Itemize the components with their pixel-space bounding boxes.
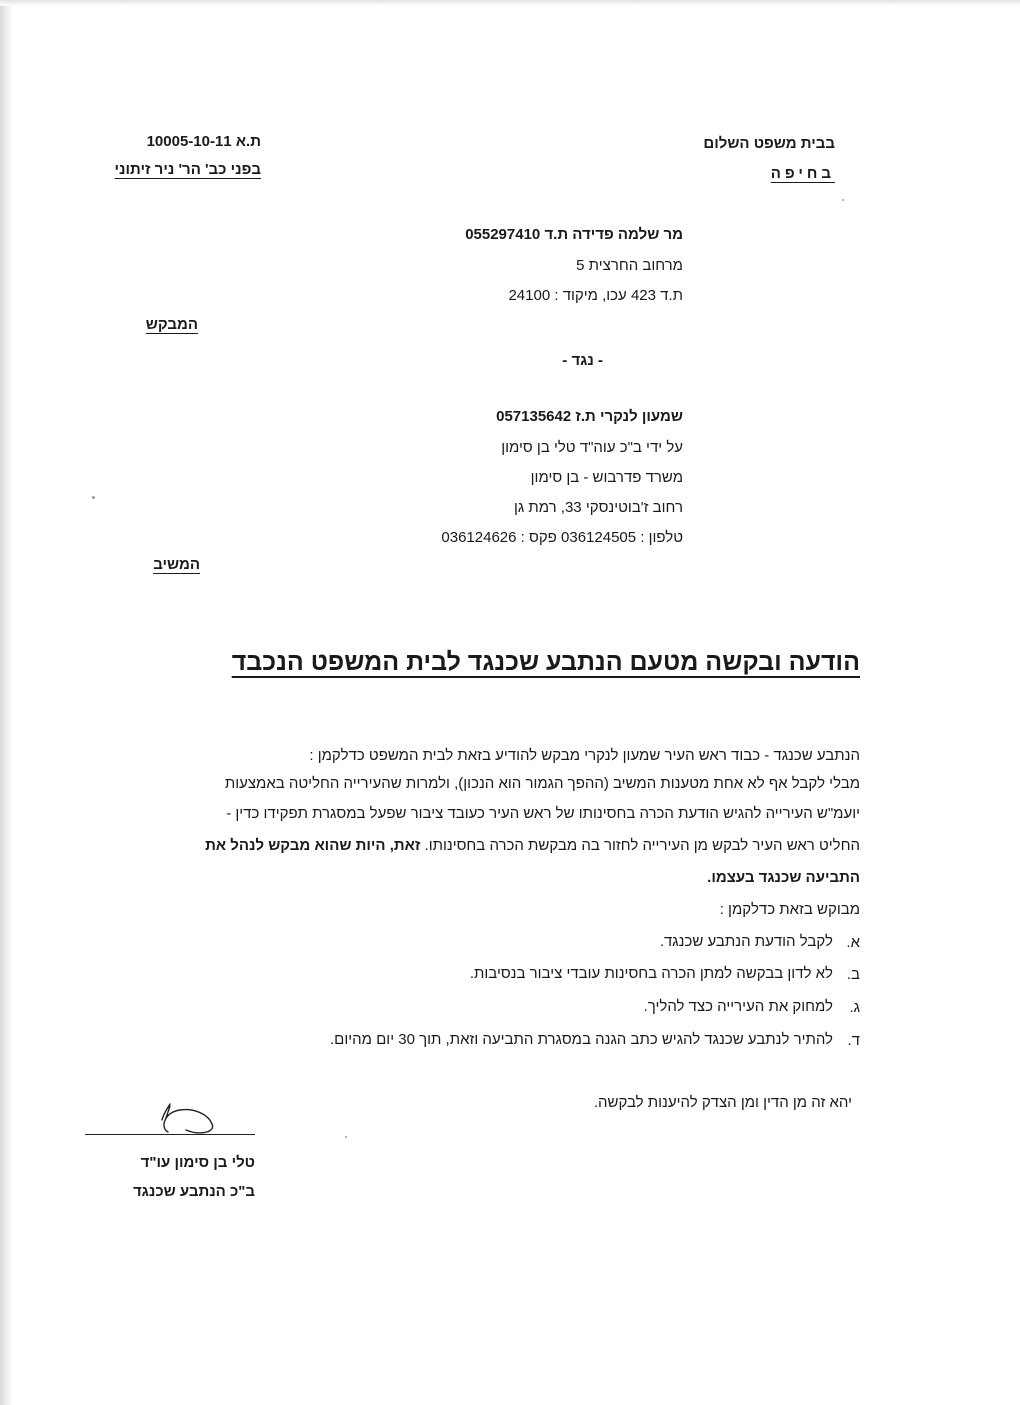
body-line-4	[205, 838, 860, 853]
request-text-b: לא לדון בבקשה למתן הכרה בחסינות עובדי ציבור בנסיבות.	[469, 965, 833, 982]
respondent-role: המשיב	[153, 556, 200, 573]
court-name: בבית משפט השלום	[703, 135, 835, 152]
scan-shadow-edge	[0, 0, 14, 1405]
body-line-4-text: החליט ראש העיר לבקש מן העירייה לחזור בה מבקשת הכרה בחסינותו.	[424, 837, 860, 854]
applicant-name: מר שלמה פדידה ת.ד 055297410	[465, 226, 683, 243]
closing-statement: יהא זה מן הדין ומן הצדק להיענות לבקשה.	[593, 1094, 852, 1111]
applicant-address: מרחוב החרצית 5	[576, 257, 683, 274]
scan-shadow-top	[0, 0, 1020, 6]
respondent-office: משרד פדרבוש - בן סימון	[530, 469, 683, 486]
body-line-5: התביעה שכנגד בעצמו.	[707, 869, 860, 886]
document-title: הודעה ובקשה מטעם הנתבע שכנגד לבית המשפט הנכבד	[231, 648, 860, 676]
scan-speck	[92, 496, 95, 499]
requested-intro: מבוקש בזאת כדלקמן :	[719, 901, 860, 918]
request-marker-a: א.	[846, 934, 860, 951]
request-marker-b: ב.	[846, 966, 860, 983]
judge-name: בפני כב' הר' ניר זיתוני	[114, 161, 261, 178]
versus-label: - נגד -	[562, 352, 603, 369]
body-line-3: יועמ"ש העירייה להגיש הודעת הכרה בחסינותו של ראש העיר כעובד ציבור שפעל במסגרת תפקידו כדין -	[226, 805, 860, 822]
request-marker-c: ג.	[849, 999, 860, 1016]
signatory-name: טלי בן סימון עו"ד	[140, 1154, 255, 1171]
body-line-4-emphasis: זאת, היות שהוא מבקש לנהל את	[205, 837, 425, 854]
respondent-name: שמעון לנקרי ת.ז 057135642	[496, 408, 683, 425]
request-text-a: לקבל הודעת הנתבע שכנגד.	[659, 933, 833, 950]
request-text-c: למחוק את העירייה כצד להליך.	[643, 998, 833, 1015]
court-city: בחיפה	[770, 165, 835, 182]
respondent-phones: טלפון : 036124505 פקס : 036124626	[441, 529, 683, 546]
applicant-po-box: ת.ד 423 עכו, מיקוד : 24100	[508, 287, 683, 304]
request-text-d: להתיר לנתבע שכנגד להגיש כתב הגנה במסגרת התביעה וזאת, תוך 30 יום מהיום.	[330, 1031, 833, 1048]
case-number: ת.א 10005-10-11	[146, 133, 261, 150]
signature-line	[85, 1134, 255, 1135]
scan-speck	[345, 1136, 347, 1138]
applicant-role: המבקש	[145, 316, 198, 333]
respondent-address: רחוב ז'בוטינסקי 33, רמת גן	[513, 499, 683, 516]
body-line-2: מבלי לקבל אף לא אחת מטענות המשיב (ההפך הגמור הוא הנכון), ולמרות שהעירייה החליטה באמצעות	[224, 775, 860, 792]
scan-speck	[842, 199, 844, 201]
body-line-1: הנתבע שכנגד - כבוד ראש העיר שמעון לנקרי מבקש להודיע בזאת לבית המשפט כדלקמן :	[309, 747, 860, 764]
request-marker-d: ד.	[847, 1032, 860, 1049]
respondent-counsel: על ידי ב"כ עוה"ד טלי בן סימון	[501, 439, 683, 456]
signatory-role: ב"כ הנתבע שכנגד	[132, 1183, 255, 1200]
